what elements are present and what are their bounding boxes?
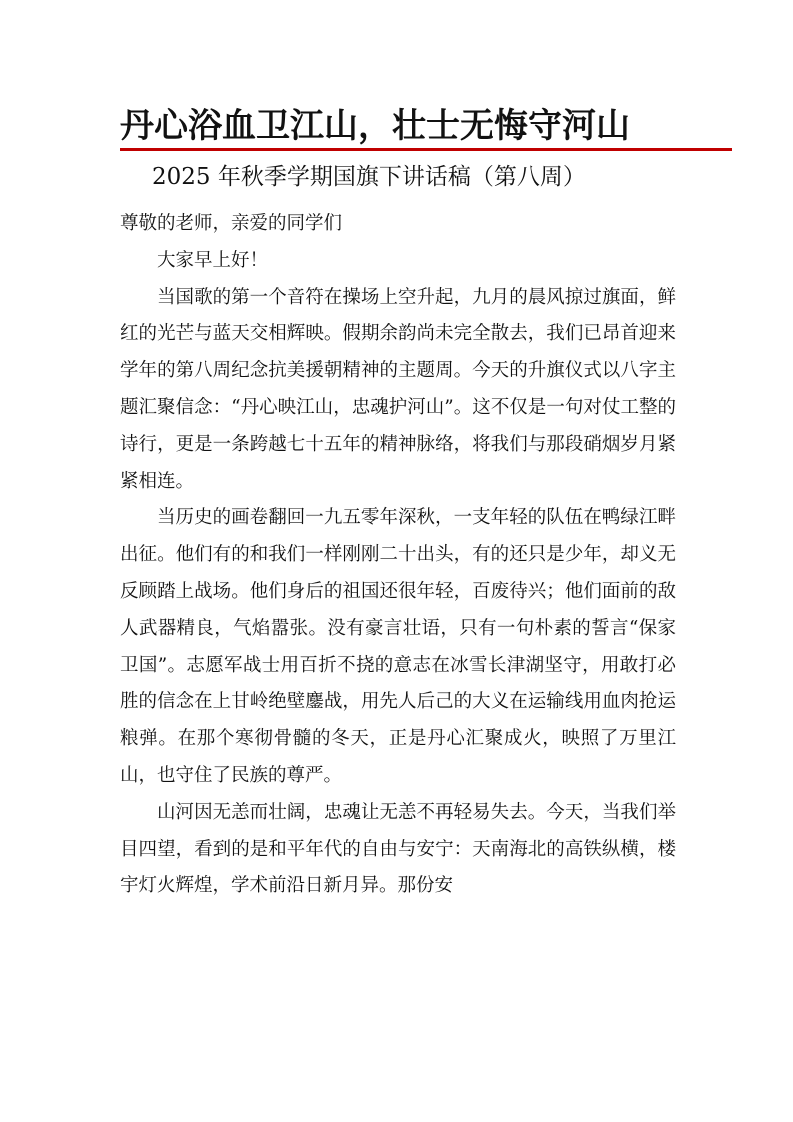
paragraph-1: 当国歌的第一个音符在操场上空升起，九月的晨风掠过旗面，鲜红的光芒与蓝天交相辉映。假期余韵尚未完全散去，我们已昂首迎来学年的第八周纪念抗美援朝精神的主题周。今天的升旗仪式以八字主题汇聚信念：“丹心映江山，忠魂护河山”。这不仅是一句对仗工整的诗行，更是一条跨越七十五年的精神脉络，将我们与那段硝烟岁月紧紧相连。 — [120, 286, 676, 492]
document-body — [120, 206, 676, 905]
title-underline — [120, 148, 732, 151]
paragraph-2: 当历史的画卷翻回一九五零年深秋，一支年轻的队伍在鸭绿江畔出征。他们有的和我们一样刚刚二十出头，有的还只是少年，却义无反顾踏上战场。他们身后的祖国还很年轻，百废待兴；他们面前的敌人武器精良，气焰嚣张。没有豪言壮语，只有一句朴素的誓言“保家卫国”。志愿军战士用百折不挠的意志在冰雪长津湖坚守，用敢打必胜的信念在上甘岭绝壁鏖战，用先人后己的大义在运输线用血肉抢运粮弹。在那个寒彻骨髓的冬天，正是丹心汇聚成火，映照了万里江山，也守住了民族的尊严。 — [120, 507, 676, 786]
document-subtitle: 2025 年秋季学期国旗下讲话稿（第八周） — [152, 164, 586, 190]
salutation: 尊敬的老师，亲爱的同学们 — [120, 213, 343, 234]
greeting: 大家早上好！ — [157, 249, 269, 271]
document-title: 丹心浴血卫江山，壮士无悔守河山 — [120, 106, 630, 146]
paragraph-3: 山河因无恙而壮阔，忠魂让无恙不再轻易失去。今天，当我们举目四望，看到的是和平年代的自由与安宁：天南海北的高铁纵横，楼宇灯火辉煌，学术前沿日新月异。那份安 — [120, 801, 676, 897]
